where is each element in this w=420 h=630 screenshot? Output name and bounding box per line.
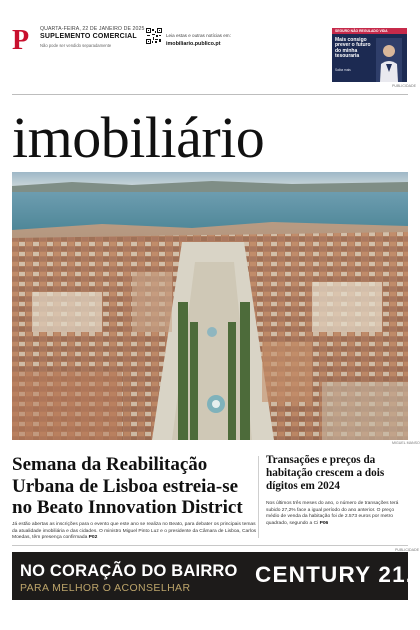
publico-logo-icon[interactable] <box>12 26 34 52</box>
ad-subline-text: PARA MELHOR O ACONSELHAR <box>20 582 191 594</box>
lead-story-headline[interactable]: Semana da Reabilitação Urbana de Lisboa estreia-se no Beato Innovation District <box>12 454 243 518</box>
side-story-body <box>266 501 408 527</box>
ad-line: Mais consigo <box>335 37 367 43</box>
lead-story-page-ref[interactable]: P02 <box>88 535 98 541</box>
header-divider <box>12 94 408 95</box>
ad-credit: PUBLICIDADE <box>392 84 416 88</box>
publicity-credit: PUBLICIDADE <box>395 548 419 552</box>
logo-letter: P <box>12 26 30 52</box>
side-story-text: Nos últimos três meses do ano, o número de transações terá subido 27,2% face a igual período do ano anterior. O preço médio de venda da habitação foi de 2.573 euros por metro quadrado, segundo a Ci <box>266 501 399 526</box>
ad-headline <box>335 38 375 60</box>
side-story-page-ref[interactable]: P06 <box>319 520 329 526</box>
online-promo-url[interactable]: imobiliario.publico.pt <box>166 41 221 47</box>
photo-credit: MIGUEL MANSO <box>392 441 420 445</box>
advertisement-thumbnail[interactable] <box>332 28 407 82</box>
ad-line: tesouraria <box>335 53 360 60</box>
ad-line: do minha <box>335 47 358 54</box>
section-masthead: imobiliário <box>12 105 265 170</box>
sale-note: Não pode ser vendido separadamente <box>40 43 112 48</box>
ad-headline-text: NO CORAÇÃO DO BAIRRO <box>20 562 238 580</box>
ad-top-text: SEGURO NÃO REGULADO VIDA <box>335 29 388 33</box>
century21-logo[interactable]: CENTURY 21. <box>255 562 414 587</box>
qr-code-icon[interactable] <box>146 28 162 44</box>
side-story-headline[interactable]: Transações e preços da habitação crescem a dois dígitos em 2024 <box>266 454 385 492</box>
online-promo-text: Leia estas e outras notícias em: <box>166 33 231 38</box>
supplement-label: SUPLEMENTO COMERCIAL <box>40 33 137 40</box>
lead-story-text: Já estão abertas as inscrições para o evento que este ano se realiza no Beato, para debater os principais temas da atualidade imobiliária e das cidades. O ministro Miguel Pinto Luz e o presidente da Câmara de Lisboa, Carlos Moedas, têm presença confirmada <box>12 522 257 541</box>
person-photo-icon <box>376 38 402 82</box>
footer-divider <box>12 545 408 546</box>
ad-line: prever o futuro <box>335 42 371 49</box>
lisbon-aerial-photo <box>12 172 408 440</box>
issue-date: QUARTA-FEIRA, 22 DE JANEIRO DE 2025 <box>40 26 145 32</box>
lead-story-body <box>12 522 258 542</box>
column-divider <box>258 456 259 538</box>
ad-subtext: Saiba mais <box>335 68 351 72</box>
